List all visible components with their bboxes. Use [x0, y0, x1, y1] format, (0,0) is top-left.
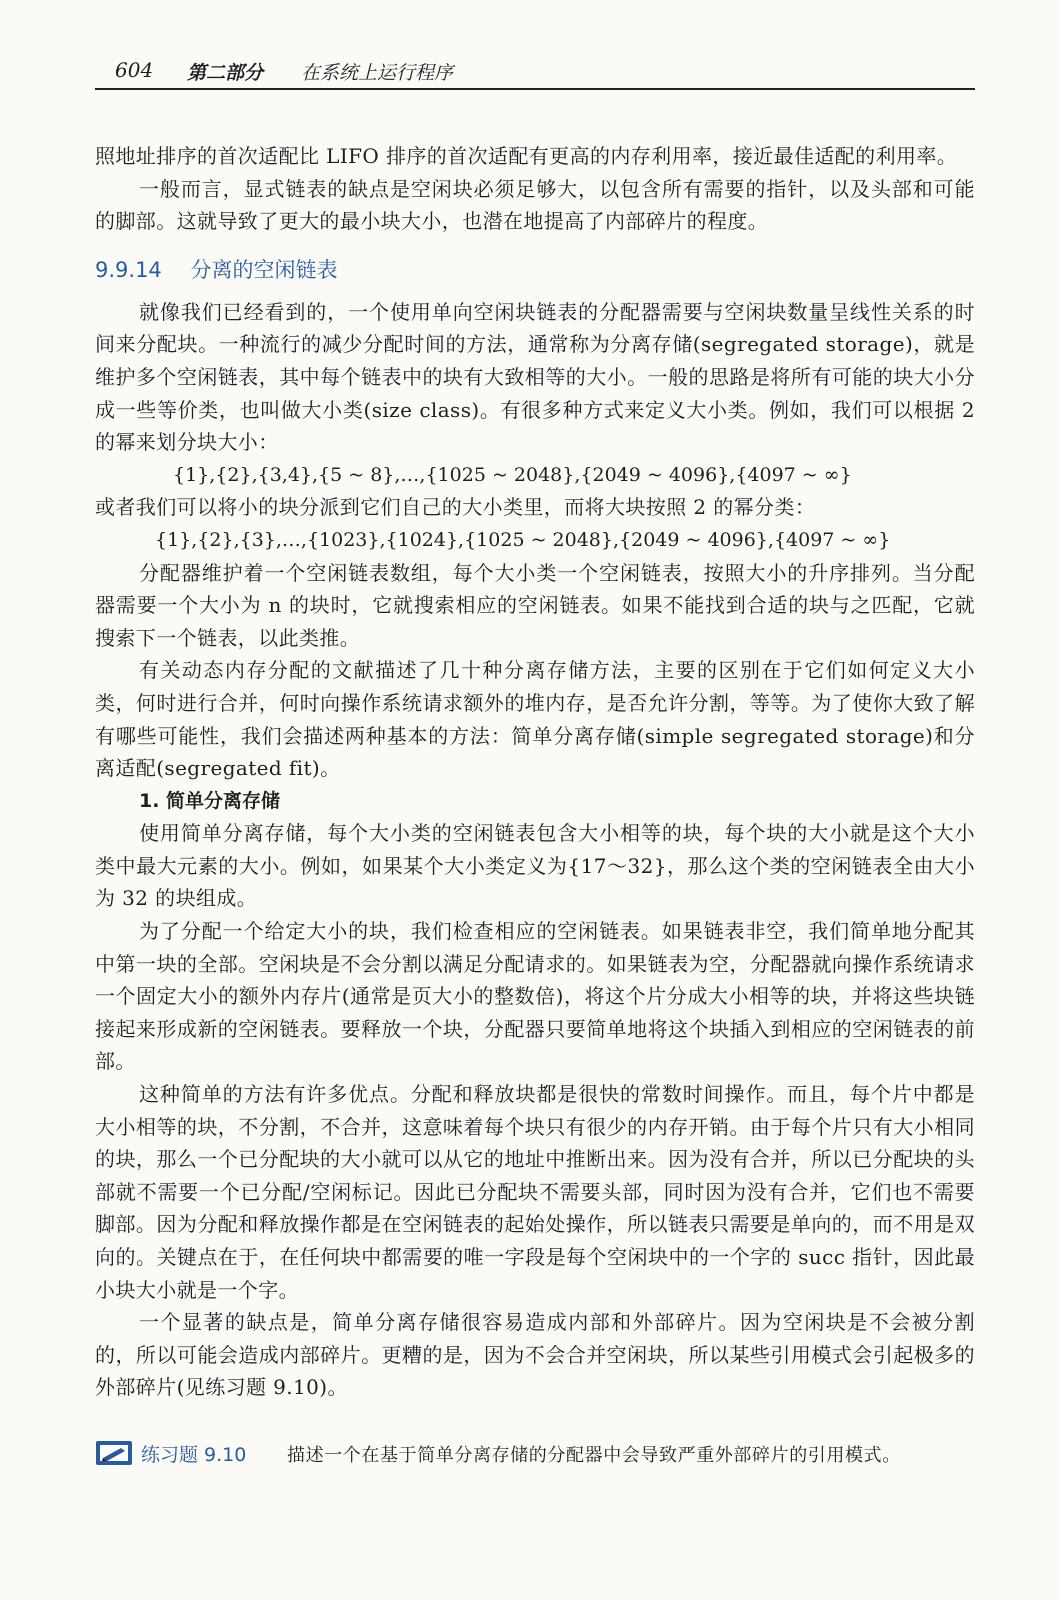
section-number: 9.9.14: [95, 257, 162, 282]
exercise-text: 描述一个在基于简单分离存储的分配器中会导致严重外部碎片的引用模式。: [287, 1445, 901, 1466]
size-class-formula: {1},{2},{3},…,{1023},{1024},{1025 ~ 2048},{2049 ~ 4096},{4097 ~ ∞}: [155, 528, 891, 551]
exercise-box: [95, 1438, 975, 1470]
paragraph: 照地址排序的首次适配比 LIFO 排序的首次适配有更高的内存利用率，接近最佳适配的利用率。: [95, 144, 958, 168]
section-heading: [95, 254, 975, 284]
paragraph: 一般而言，显式链表的缺点是空闲块必须足够大，以包含所有需要的指针，以及头部和可能的脚部。这就导致了更大的最小块大小，也潜在地提高了内部碎片的程度。: [95, 176, 975, 234]
exercise-label: 练习题 9.10: [141, 1444, 247, 1466]
running-header: [95, 52, 975, 90]
size-class-formula: {1},{2},{3,4},{5 ~ 8},…,{1025 ~ 2048},{2049 ~ 4096},{4097 ~ ∞}: [173, 463, 852, 486]
paragraph: 使用简单分离存储，每个大小类的空闲链表包含大小相等的块，每个块的大小就是这个大小类中最大元素的大小。例如，如果某个大小类定义为{17～32}，那么这个类的空闲链表全由大小为 32 的块组成。: [95, 821, 975, 911]
paragraph: 或者我们可以将小的块分派到它们自己的大小类里，而将大块按照 2 的幂分类：: [95, 495, 816, 520]
paragraph: 为了分配一个给定大小的块，我们检查相应的空闲链表。如果链表非空，我们简单地分配其中第一块的全部。空闲块是不会分割以满足分配请求的。如果链表为空，分配器就向操作系统请求一个固定大小的额外内存片(通常是页大小的整数倍)，将这个片分成大小相等的块，并将这些块链接起来形成新的空闲链表。要释放一个块，分配器只要简单地将这个块插入到相应的空闲链表的前部。: [95, 919, 975, 1074]
page-body: [95, 140, 975, 1404]
paragraph: 分配器维护着一个空闲链表数组，每个大小类一个空闲链表，按照大小的升序排列。当分配器需要一个大小为 n 的块时，它就搜索相应的空闲链表。如果不能找到合适的块与之匹配，它就搜索下一个链表，以此类推。: [95, 560, 975, 650]
page-number: 604: [115, 58, 154, 82]
running-title: 在系统上运行程序: [301, 62, 454, 84]
paragraph: 有关动态内存分配的文献描述了几十种分离存储方法，主要的区别在于它们如何定义大小类，何时进行合并，何时向操作系统请求额外的堆内存，是否允许分割，等等。为了使你大致了解有哪些可能性，我们会描述两种基本的方法：简单分离存储(simple segregated storage)和分离适配(segregated fit)。: [95, 658, 975, 781]
paragraph: 这种简单的方法有许多优点。分配和释放块都是很快的常数时间操作。而且，每个片中都是大小相等的块，不分割，不合并，这意味着每个块只有很少的内存开销。由于每个片只有大小相同的块，那么一个已分配块的大小就可以从它的地址中推断出来。因为没有合并，所以已分配块的头部就不需要一个已分配/空闲标记。因此已分配块不需要头部，同时因为没有合并，它们也不需要脚部。因为分配和释放操作都是在空闲链表的起始处操作，所以链表只需要是单向的，而不用是双向的。关键点在于，在任何块中都需要的唯一字段是每个空闲块中的一个字的 succ 指针，因此最小块大小就是一个字。: [95, 1082, 975, 1302]
paragraph: 一个显著的缺点是，简单分离存储很容易造成内部和外部碎片。因为空闲块是不会被分割的，所以可能会造成内部碎片。更糟的是，因为不会合并空闲块，所以某些引用模式会引起极多的外部碎片(见练习题 9.10)。: [95, 1310, 975, 1400]
subsection-heading: 1. 简单分离存储: [139, 789, 281, 812]
part-label: 第二部分: [187, 62, 264, 84]
section-title: 分离的空闲链表: [190, 257, 338, 282]
paragraph: 就像我们已经看到的，一个使用单向空闲块链表的分配器需要与空闲块数量呈线性关系的时间来分配块。一种流行的减少分配时间的方法，通常称为分离存储(segregated storage)，就是维护多个空闲链表，其中每个链表中的块有大致相等的大小。一般的思路是将所有可能的块大小分成一些等价类，也叫做大小类(size class)。有很多种方式来定义大小类。例如，我们可以根据 2 的幂来划分块大小：: [95, 299, 975, 455]
exercise-pencil-icon: [95, 1440, 133, 1471]
